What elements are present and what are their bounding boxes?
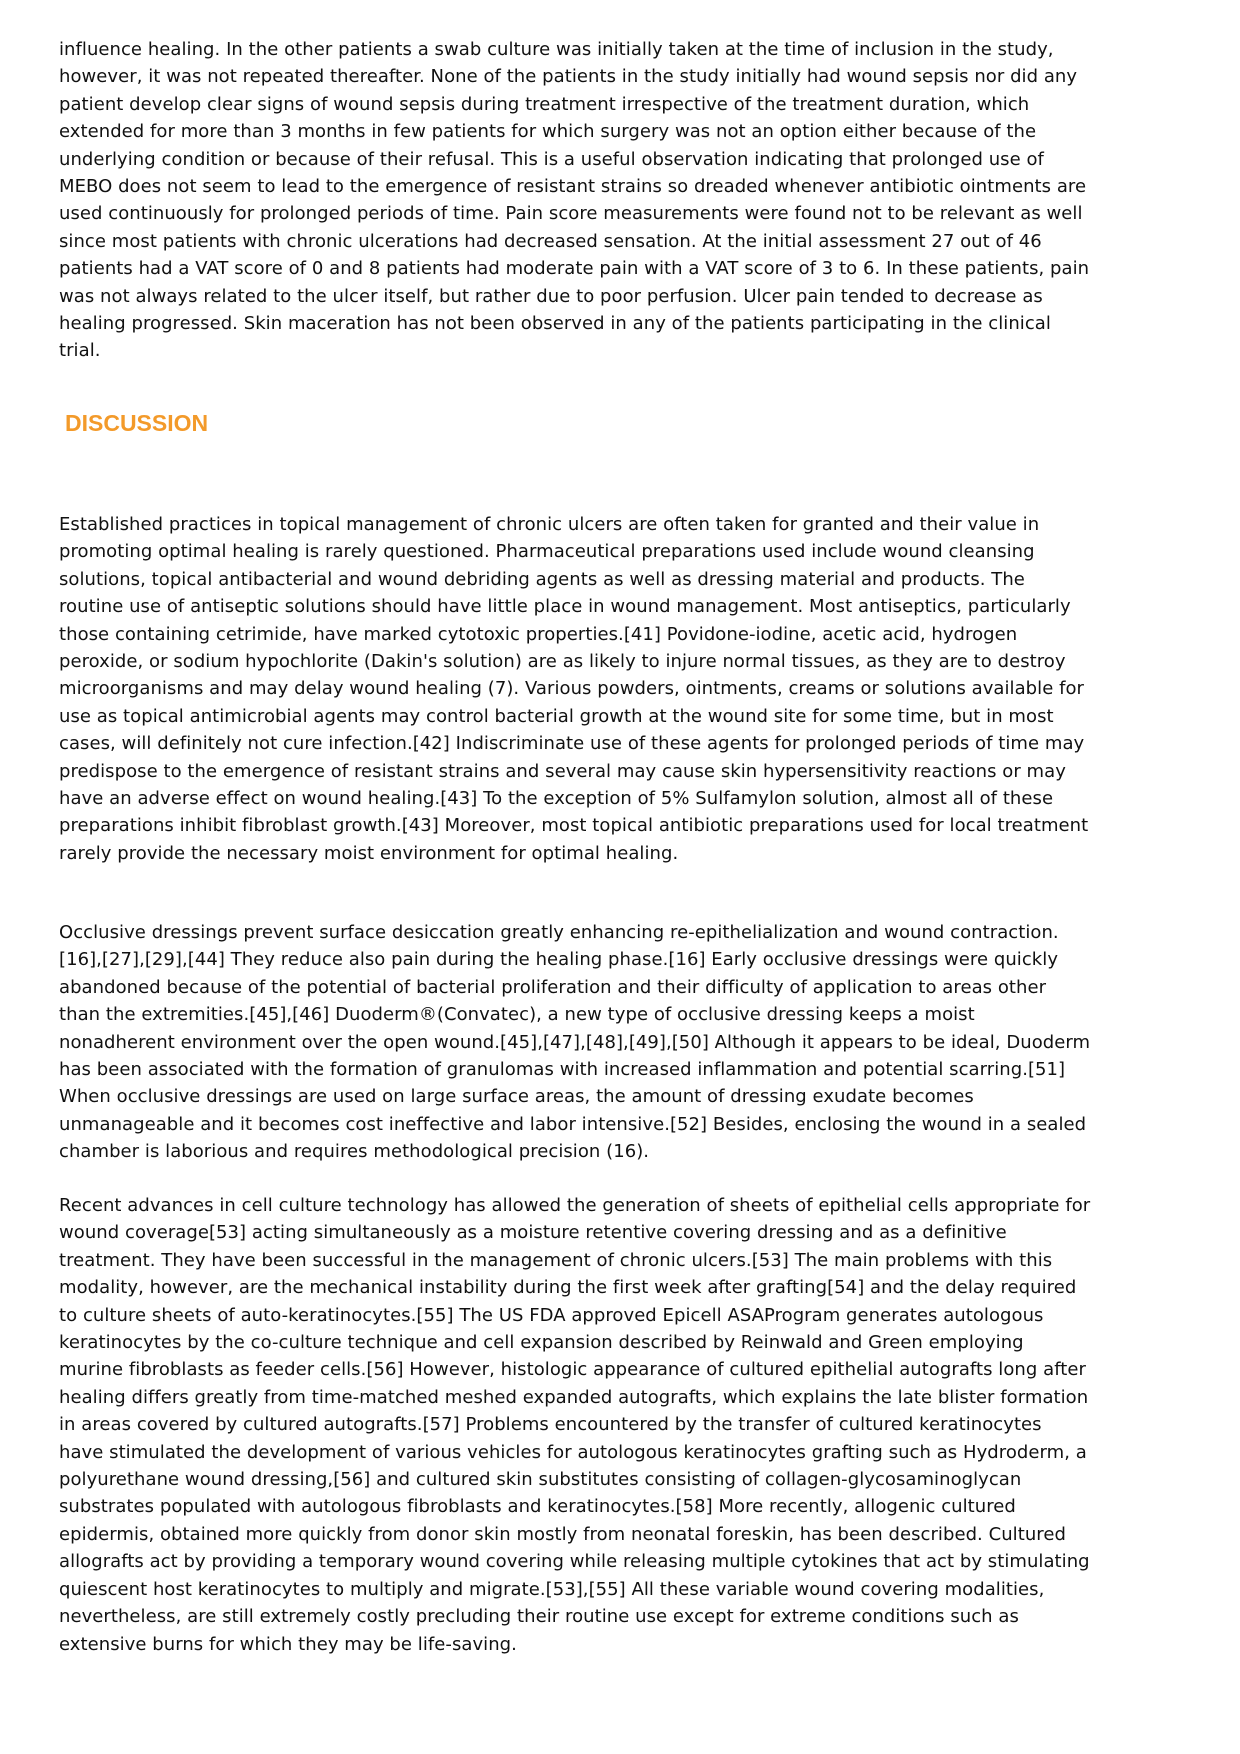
discussion-paragraph-cell-culture: Recent advances in cell culture technology has allowed the generation of sheets of epithelial cells appropriate for wound coverage[53] acting simultaneously as a moisture retentive covering dressing and as a definitive treatment. They have been successful in the management of chronic ulcers.[53] The main problems with this modality, however, are the mechanical instability during the first week after grafting[54] and the delay required to culture sheets of auto-keratinocytes.[55] The US FDA approved Epicell ASAProgram generates autologous keratinocytes by the co-culture technique and cell expansion described by Reinwald and Green employing murine fibroblasts as feeder cells.[56] However, histologic appearance of cultured epithelial autografts long after healing differs greatly from time-matched meshed expanded autografts, which explains the late blister formation in areas covered by cultured autografts.[57] Problems encountered by the transfer of cultured keratinocytes have stimulated the development of various vehicles for autologous keratinocytes grafting such as Hydroderm, a polyurethane wound dressing,[56] and cultured skin substitutes consisting of collagen-glycosaminoglycan substrates populated with autologous fibroblasts and keratinocytes.[58] More recently, allogenic cultured epidermis, obtained more quickly from donor skin mostly from neonatal foreskin, has been described. Cultured allografts act by providing a temporary wound covering while releasing multiple cytokines that act by stimulating quiescent host keratinocytes to multiply and migrate.[53],[55] All these variable wound covering modalities, nevertheless, are still extremely costly precluding their routine use except for extreme conditions such as extensive burns for which they may be life-saving.: [59, 1195, 1091, 1655]
discussion-heading: DISCUSSION: [65, 410, 209, 436]
discussion-paragraph-topical-management: Established practices in topical management of chronic ulcers are often taken for granted and their value in promoting optimal healing is rarely questioned. Pharmaceutical preparations used include wound cleansing solutions, topical antibacterial and wound debriding agents as well as dressing material and products. The routine use of antiseptic solutions should have little place in wound management. Most antiseptics, particularly those containing cetrimide, have marked cytotoxic properties.[41] Povidone-iodine, acetic acid, hydrogen peroxide, or sodium hypochlorite (Dakin's solution) are as likely to injure normal tissues, as they are to destroy microorganisms and may delay wound healing (7). Various powders, ointments, creams or solutions available for use as topical antimicrobial agents may control bacterial growth at the wound site for some time, but in most cases, will definitely not cure infection.[42] Indiscriminate use of these agents for prolonged periods of time may predispose to the emergence of resistant strains and several may cause skin hypersensitivity reactions or may have an adverse effect on wound healing.[43] To the exception of 5% Sulfamylon solution, almost all of these preparations inhibit fibroblast growth.[43] Moreover, most topical antibiotic preparations used for local treatment rarely provide the necessary moist environment for optimal healing.: [59, 514, 1089, 864]
results-continuation-paragraph: influence healing. In the other patients a swab culture was initially taken at the time of inclusion in the study, however, it was not repeated thereafter. None of the patients in the study initially had wound sepsis nor did any patient develop clear signs of wound sepsis during treatment irrespective of the treatment duration, which extended for more than 3 months in few patients for which surgery was not an option either because of the underlying condition or because of their refusal. This is a useful observation indicating that prolonged use of MEBO does not seem to lead to the emergence of resistant strains so dreaded whenever antibiotic ointments are used continuously for prolonged periods of time. Pain score measurements were found not to be relevant as well since most patients with chronic ulcerations had decreased sensation. At the initial assessment 27 out of 46 patients had a VAT score of 0 and 8 patients had moderate pain with a VAT score of 3 to 6. In these patients, pain was not always related to the ulcer itself, but rather due to poor perfusion. Ulcer pain tended to decrease as healing progressed. Skin maceration has not been observed in any of the patients participating in the clinical trial.: [59, 39, 1090, 362]
discussion-paragraph-occlusive-dressings: Occlusive dressings prevent surface desiccation greatly enhancing re-epithelialization and wound contraction.[16],[27],[29],[44] They reduce also pain during the healing phase.[16] Early occlusive dressings were quickly abandoned because of the potential of bacterial proliferation and their difficulty of application to areas other than the extremities.[45],[46] Duoderm®(Convatec), a new type of occlusive dressing keeps a moist nonadherent environment over the open wound.[45],[47],[48],[49],[50] Although it appears to be ideal, Duoderm has been associated with the formation of granulomas with increased inflammation and potential scarring.[51] When occlusive dressings are used on large surface areas, the amount of dressing exudate becomes unmanageable and it becomes cost ineffective and labor intensive.[52] Besides, enclosing the wound in a sealed chamber is laborious and requires methodological precision (16).: [59, 922, 1091, 1163]
